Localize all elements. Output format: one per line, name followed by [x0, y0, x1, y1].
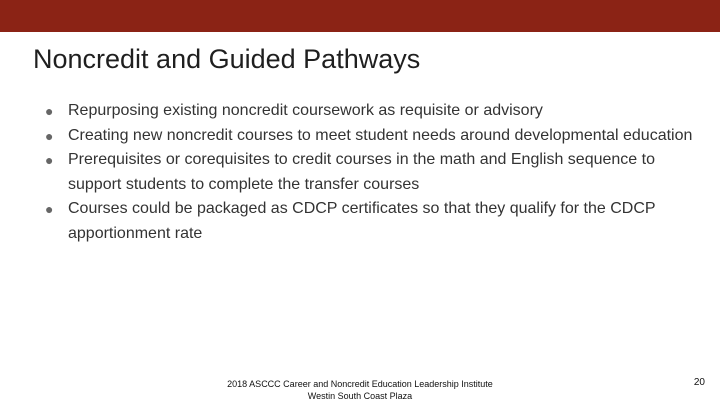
page-number: 20	[693, 377, 705, 388]
bullet-dot-icon: ●	[45, 127, 54, 144]
footer	[190, 378, 530, 402]
bullet-dot-icon: ●	[45, 152, 54, 169]
bullet-item	[45, 197, 700, 246]
bullet-text: Prerequisites or corequisites to credit courses in the math and English sequence to support students to complete the transfer courses	[68, 151, 655, 193]
bullet-item	[45, 124, 700, 149]
bullet-dot-icon: ●	[45, 103, 54, 119]
slide-title: Noncredit and Guided Pathways	[33, 44, 421, 74]
bullet-text: Repurposing existing noncredit coursework as requisite or advisory	[68, 102, 543, 119]
bullet-dot-icon: ●	[45, 201, 54, 218]
footer-event-name: 2018 ASCCC Career and Noncredit Education Leadership Institute	[227, 379, 493, 389]
bullet-item	[45, 99, 700, 124]
bullet-text: Creating new noncredit courses to meet student needs around developmental education	[68, 126, 693, 144]
header-band	[0, 0, 720, 32]
bullet-item	[45, 148, 700, 197]
bullet-text: Courses could be packaged as CDCP certificates so that they qualify for the CDCP apportionment rate	[68, 200, 656, 242]
footer-venue: Westin South Coast Plaza	[307, 391, 413, 401]
bullet-list	[45, 99, 700, 247]
